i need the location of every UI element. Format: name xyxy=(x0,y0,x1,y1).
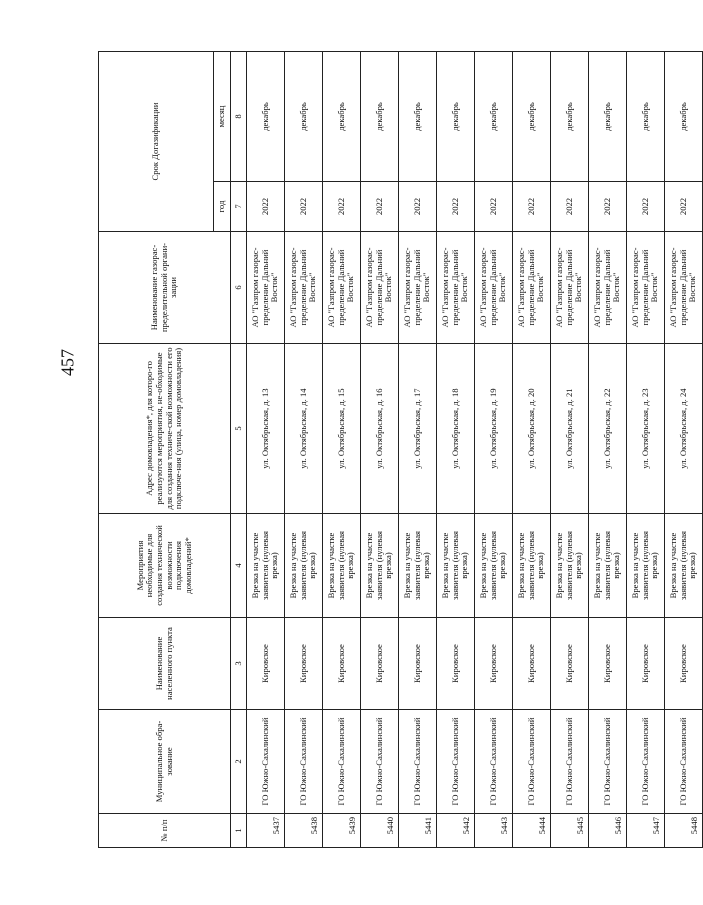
organization-cell: АО "Газпром газорас-пределение Дальний Восток" xyxy=(513,232,551,344)
settlement-cell: Кировское xyxy=(323,618,361,710)
address-cell: ул. Октябрьская, д. 21 xyxy=(551,344,589,514)
header-address: Адрес домовладения*, для которо-го реализуются мероприятия, не-обходимые для создания техниче-ской возможности его подключе-ния (улица, номер домовладения) xyxy=(99,344,231,514)
table-row xyxy=(665,52,703,848)
organization-cell: АО "Газпром газорас-пределение Дальний Восток" xyxy=(399,232,437,344)
municipality-cell: ГО Южно-Сахалинский xyxy=(323,710,361,814)
organization-cell: АО "Газпром газорас-пределение Дальний Восток" xyxy=(665,232,703,344)
address-cell: ул. Октябрьская, д. 22 xyxy=(589,344,627,514)
address-cell: ул. Октябрьская, д. 13 xyxy=(247,344,285,514)
col-number: 8 xyxy=(231,52,247,182)
header-municipality: Муниципальное обра-зование xyxy=(99,710,231,814)
municipality-cell: ГО Южно-Сахалинский xyxy=(551,710,589,814)
municipality-cell: ГО Южно-Сахалинский xyxy=(437,710,475,814)
month-cell: декабрь xyxy=(665,52,703,182)
col-number: 1 xyxy=(231,814,247,848)
settlement-cell: Кировское xyxy=(627,618,665,710)
month-cell: декабрь xyxy=(627,52,665,182)
address-cell: ул. Октябрьская, д. 17 xyxy=(399,344,437,514)
month-cell: декабрь xyxy=(589,52,627,182)
year-cell: 2022 xyxy=(437,182,475,232)
settlement-cell: Кировское xyxy=(551,618,589,710)
col-number: 6 xyxy=(231,232,247,344)
table-row xyxy=(589,52,627,848)
activities-cell: Врезка на участке заявителя (нулевая врезка) xyxy=(399,514,437,618)
table-body xyxy=(247,52,703,848)
address-cell: ул. Октябрьская, д. 23 xyxy=(627,344,665,514)
row-number: 5446 xyxy=(589,814,627,848)
municipality-cell: ГО Южно-Сахалинский xyxy=(399,710,437,814)
year-cell: 2022 xyxy=(589,182,627,232)
year-cell: 2022 xyxy=(513,182,551,232)
row-number: 5442 xyxy=(437,814,475,848)
month-cell: декабрь xyxy=(285,52,323,182)
table-row xyxy=(513,52,551,848)
header-num: № п/п xyxy=(99,814,231,848)
month-cell: декабрь xyxy=(323,52,361,182)
municipality-cell: ГО Южно-Сахалинский xyxy=(285,710,323,814)
activities-cell: Врезка на участке заявителя (нулевая врезка) xyxy=(665,514,703,618)
settlement-cell: Кировское xyxy=(437,618,475,710)
row-number: 5447 xyxy=(627,814,665,848)
column-number-row xyxy=(231,52,247,848)
header-month: месяц xyxy=(214,52,231,182)
activities-cell: Врезка на участке заявителя (нулевая врезка) xyxy=(589,514,627,618)
settlement-cell: Кировское xyxy=(589,618,627,710)
settlement-cell: Кировское xyxy=(247,618,285,710)
table-row xyxy=(323,52,361,848)
header-activities: Мероприятия необходимые для создания технической возможности подключения домовладений* xyxy=(99,514,231,618)
row-number: 5438 xyxy=(285,814,323,848)
activities-cell: Врезка на участке заявителя (нулевая врезка) xyxy=(247,514,285,618)
month-cell: декабрь xyxy=(247,52,285,182)
address-cell: ул. Октябрьская, д. 19 xyxy=(475,344,513,514)
row-number: 5443 xyxy=(475,814,513,848)
row-number: 5445 xyxy=(551,814,589,848)
table-row xyxy=(551,52,589,848)
row-number: 5441 xyxy=(399,814,437,848)
settlement-cell: Кировское xyxy=(665,618,703,710)
municipality-cell: ГО Южно-Сахалинский xyxy=(589,710,627,814)
col-number: 5 xyxy=(231,344,247,514)
rotated-table-container xyxy=(98,52,700,848)
col-number: 7 xyxy=(231,182,247,232)
year-cell: 2022 xyxy=(323,182,361,232)
year-cell: 2022 xyxy=(627,182,665,232)
table-row xyxy=(285,52,323,848)
municipality-cell: ГО Южно-Сахалинский xyxy=(475,710,513,814)
settlement-cell: Кировское xyxy=(399,618,437,710)
organization-cell: АО "Газпром газорас-пределение Дальний Восток" xyxy=(437,232,475,344)
month-cell: декабрь xyxy=(437,52,475,182)
year-cell: 2022 xyxy=(665,182,703,232)
col-number: 2 xyxy=(231,710,247,814)
activities-cell: Врезка на участке заявителя (нулевая врезка) xyxy=(513,514,551,618)
organization-cell: АО "Газпром газорас-пределение Дальний Восток" xyxy=(551,232,589,344)
organization-cell: АО "Газпром газорас-пределение Дальний Восток" xyxy=(589,232,627,344)
gasification-table xyxy=(98,51,703,848)
year-cell: 2022 xyxy=(361,182,399,232)
address-cell: ул. Октябрьская, д. 16 xyxy=(361,344,399,514)
month-cell: декабрь xyxy=(551,52,589,182)
month-cell: декабрь xyxy=(361,52,399,182)
activities-cell: Врезка на участке заявителя (нулевая врезка) xyxy=(285,514,323,618)
year-cell: 2022 xyxy=(285,182,323,232)
address-cell: ул. Октябрьская, д. 20 xyxy=(513,344,551,514)
row-number: 5448 xyxy=(665,814,703,848)
municipality-cell: ГО Южно-Сахалинский xyxy=(665,710,703,814)
header-year: год xyxy=(214,182,231,232)
year-cell: 2022 xyxy=(399,182,437,232)
activities-cell: Врезка на участке заявителя (нулевая врезка) xyxy=(437,514,475,618)
header-settlement: Наименование населенного пункта xyxy=(99,618,231,710)
address-cell: ул. Октябрьская, д. 14 xyxy=(285,344,323,514)
col-number: 3 xyxy=(231,618,247,710)
table-row xyxy=(399,52,437,848)
table-row xyxy=(361,52,399,848)
row-number: 5440 xyxy=(361,814,399,848)
month-cell: декабрь xyxy=(475,52,513,182)
row-number: 5439 xyxy=(323,814,361,848)
municipality-cell: ГО Южно-Сахалинский xyxy=(361,710,399,814)
col-number: 4 xyxy=(231,514,247,618)
header-row xyxy=(99,52,214,848)
activities-cell: Врезка на участке заявителя (нулевая врезка) xyxy=(475,514,513,618)
address-cell: ул. Октябрьская, д. 24 xyxy=(665,344,703,514)
address-cell: ул. Октябрьская, д. 15 xyxy=(323,344,361,514)
municipality-cell: ГО Южно-Сахалинский xyxy=(247,710,285,814)
settlement-cell: Кировское xyxy=(361,618,399,710)
year-cell: 2022 xyxy=(551,182,589,232)
settlement-cell: Кировское xyxy=(285,618,323,710)
page-number: 457 xyxy=(57,349,78,376)
organization-cell: АО "Газпром газорас-пределение Дальний Восток" xyxy=(247,232,285,344)
organization-cell: АО "Газпром газорас-пределение Дальний Восток" xyxy=(285,232,323,344)
table-row xyxy=(627,52,665,848)
header-deadline: Срок Догазификации xyxy=(99,52,214,232)
row-number: 5444 xyxy=(513,814,551,848)
month-cell: декабрь xyxy=(399,52,437,182)
header-org: Наименование газорас-пределительной органи-зации xyxy=(99,232,231,344)
activities-cell: Врезка на участке заявителя (нулевая врезка) xyxy=(551,514,589,618)
row-number: 5437 xyxy=(247,814,285,848)
municipality-cell: ГО Южно-Сахалинский xyxy=(513,710,551,814)
settlement-cell: Кировское xyxy=(513,618,551,710)
activities-cell: Врезка на участке заявителя (нулевая врезка) xyxy=(361,514,399,618)
table-row xyxy=(437,52,475,848)
activities-cell: Врезка на участке заявителя (нулевая врезка) xyxy=(627,514,665,618)
municipality-cell: ГО Южно-Сахалинский xyxy=(627,710,665,814)
organization-cell: АО "Газпром газорас-пределение Дальний Восток" xyxy=(627,232,665,344)
organization-cell: АО "Газпром газорас-пределение Дальний Восток" xyxy=(323,232,361,344)
organization-cell: АО "Газпром газорас-пределение Дальний Восток" xyxy=(475,232,513,344)
year-cell: 2022 xyxy=(475,182,513,232)
table-row xyxy=(247,52,285,848)
address-cell: ул. Октябрьская, д. 18 xyxy=(437,344,475,514)
month-cell: декабрь xyxy=(513,52,551,182)
organization-cell: АО "Газпром газорас-пределение Дальний Восток" xyxy=(361,232,399,344)
table-row xyxy=(475,52,513,848)
activities-cell: Врезка на участке заявителя (нулевая врезка) xyxy=(323,514,361,618)
settlement-cell: Кировское xyxy=(475,618,513,710)
year-cell: 2022 xyxy=(247,182,285,232)
